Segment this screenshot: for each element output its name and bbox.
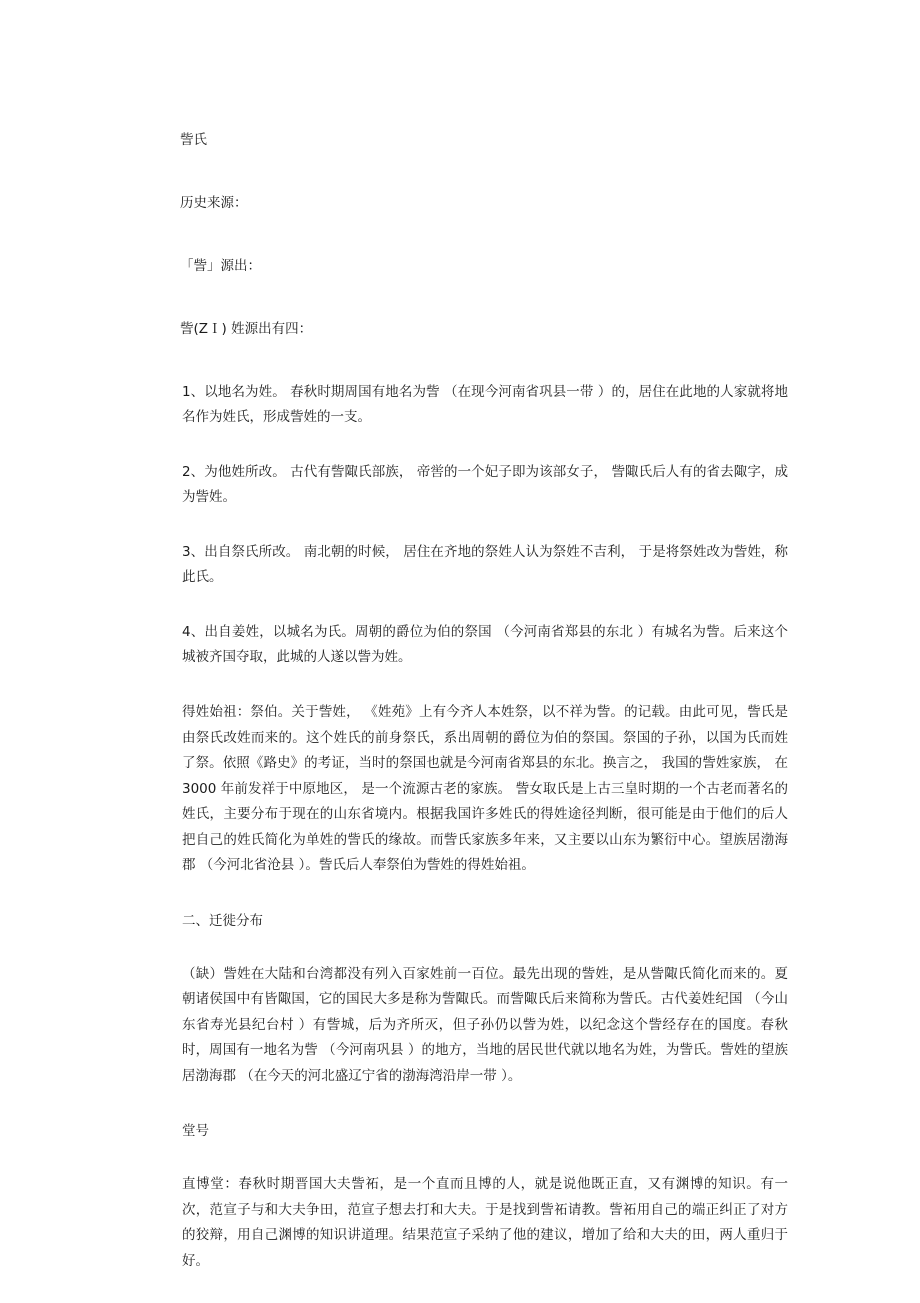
migration-paragraph: （缺）訾姓在大陆和台湾都没有列入百家姓前一百位。最先出现的訾姓，是从訾陬氏简化而来的。夏朝诸侯国中有皆陬国，它的国民大多是称为訾陬氏。而訾陬氏后来简称为訾氏。古代姜姓纪国 （今山东省寿光县纪台村 ）有訾城，后为齐所灭，但子孙仍以訾为姓，以纪念这个訾经存在的国度。春秋时，周国有一地名为訾 （今河南巩县 ）的地方，当地的居民世代就以地名为姓，为訾氏。訾姓的望族居渤海郡 （在今天的河北盛辽宁省的渤海湾沿岸一带 ）。 [182,965,788,1084]
origin-item-3: 3、出自祭氏所改。 南北朝的时候， 居住在齐地的祭姓人认为祭姓不吉利， 于是将祭姓改为訾姓，称此氏。 [182,544,788,585]
ancestor-paragraph: 得姓始祖：祭伯。关于訾姓， 《姓苑》上有今齐人本姓祭，以不祥为訾。的记载。由此可见，訾氏是由祭氏改姓而来的。这个姓氏的前身祭氏，系出周朝的爵位为伯的祭国。祭国的子孙，以国为氏而姓了祭。依照《路史》的考证，当时的祭国也就是今河南省郑县的东北。换言之， 我国的訾姓家族， 在 3000 年前发祥于中原地区， 是一个流源古老的家族。 訾女取氏是上古三皇时期的一个古老而著名的姓氏，主要分布于现在的山东省境内。根据我国许多姓氏的得姓途径判断，很可能是由于他们的后人把自己的姓氏简化为单姓的訾氏的缘故。而訾氏家族多年来，又主要以山东为繁衍中心。望族居渤海郡 （今河北省沧县 ）。訾氏后人奉祭伯为訾姓的得姓始祖。 [182,704,788,873]
pronunciation-line: 訾(ZＩ) 姓源出有四： [180,321,313,337]
history-source-label: 历史来源： [180,195,248,211]
origin-item-2: 2、为他姓所改。 古代有訾陬氏部族， 帝喾的一个妃子即为该部女子， 訾陬氏后人有的省去陬字，成为訾姓。 [182,464,788,505]
hall-paragraph: 直博堂：春秋时期晋国大夫訾祏，是一个直而且博的人，就是说他既正直，又有渊博的知识。有一次，范宣子与和大夫争田，范宣子想去打和大夫。于是找到訾祏请教。訾祏用自己的端正纠正了对方的狡辩，用自己渊博的知识讲道理。结果范宣子采纳了他的建议，增加了给和大夫的田，两人重归于好。 [182,1176,788,1269]
section-two-heading: 二、迁徙分布 [182,912,263,929]
origin-item-4: 4、出自姜姓，以城名为氏。周朝的爵位为伯的祭国 （今河南省郑县的东北 ）有城名为訾。后来这个城被齐国夺取，此城的人遂以訾为姓。 [182,624,788,665]
document-body [168,128,788,1274]
origin-item-1: 1、以地名为姓。 春秋时期周国有地名为訾 （在现今河南省巩县一带 ）的，居住在此地的人家就将地名作为姓氏，形成訾姓的一支。 [182,384,788,425]
surname-source-label: 「訾」源出： [180,258,261,274]
hall-name-heading: 堂号 [182,1123,209,1139]
page-title: 訾氏 [180,132,207,148]
